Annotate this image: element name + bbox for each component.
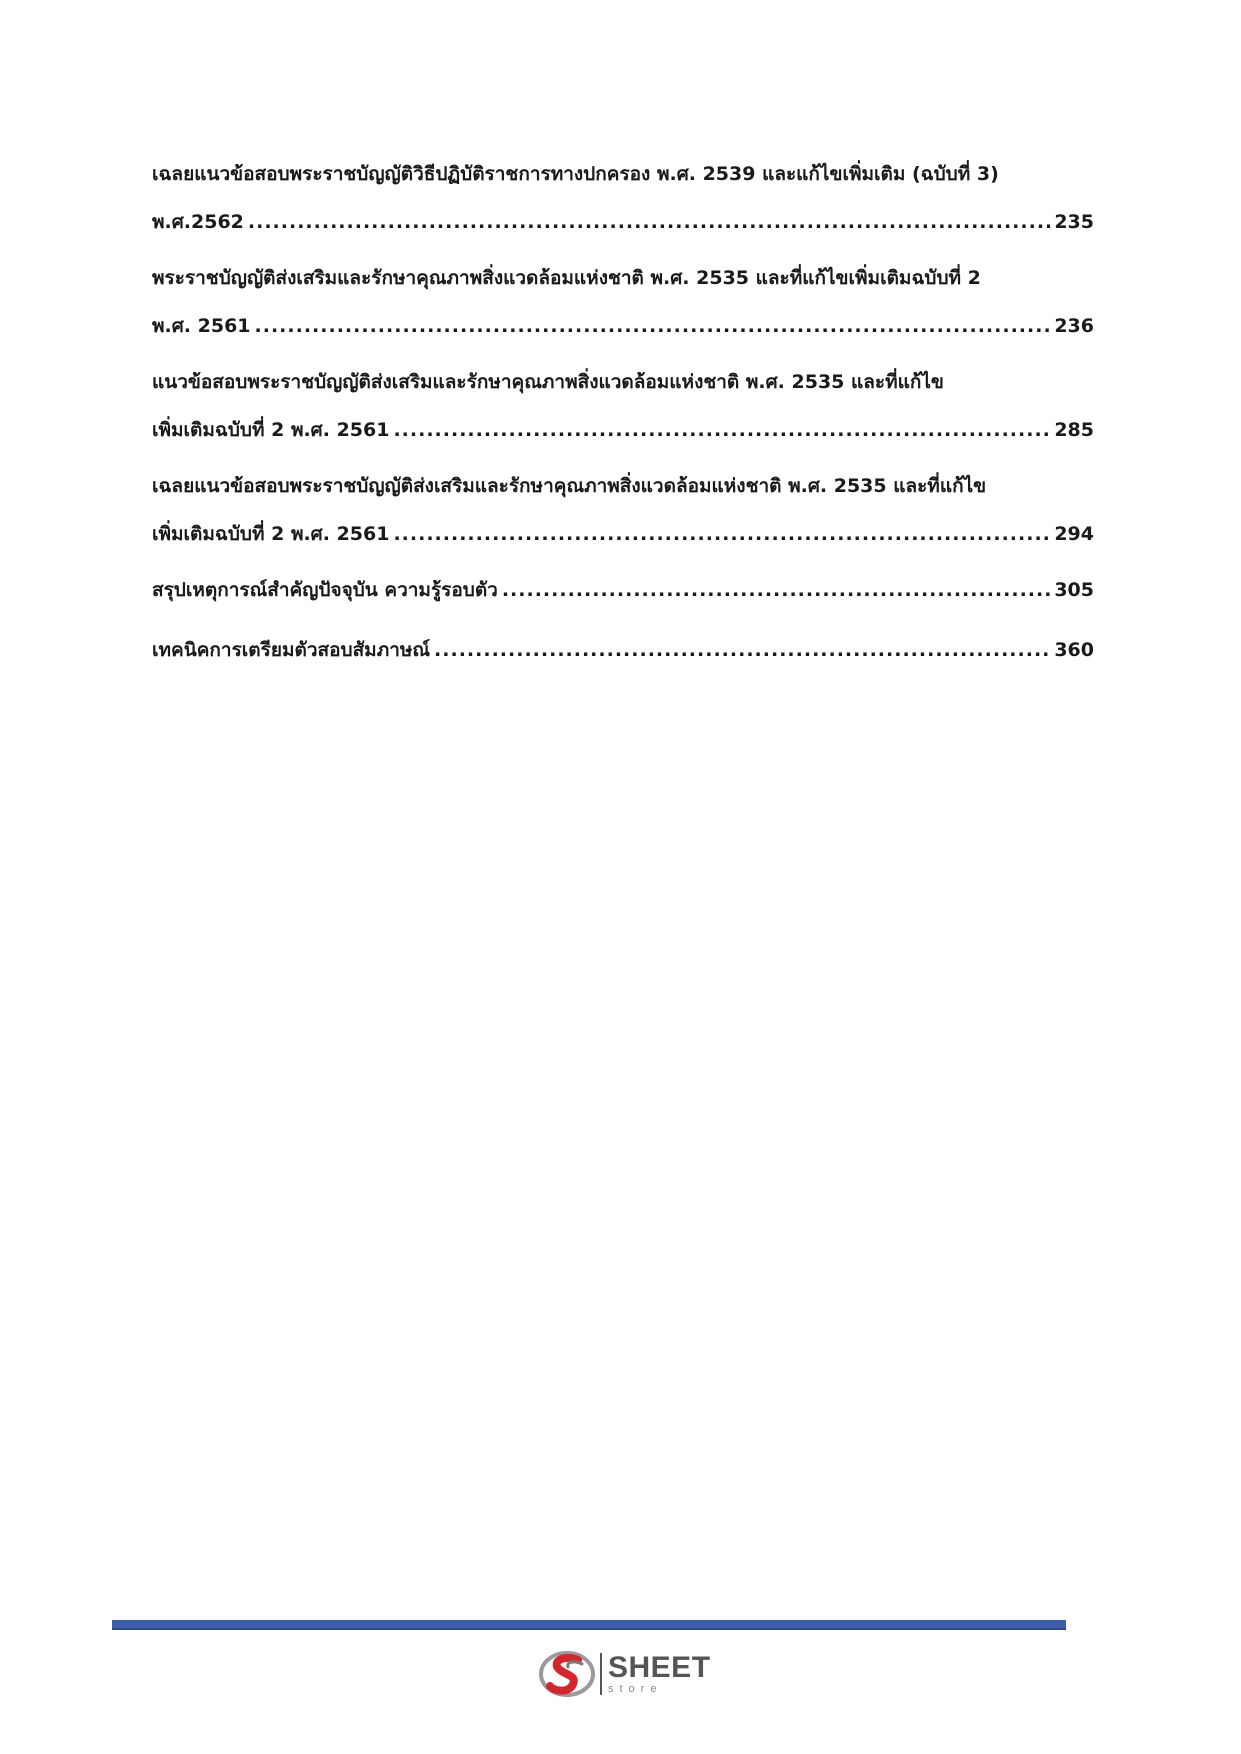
toc-entry-title: แนวข้อสอบพระราชบัญญัติส่งเสริมและรักษาคุณภาพสิ่งแวดล้อมแห่งชาติ พ.ศ. 2535 และที่แก้ไข <box>152 371 944 393</box>
toc-page-number: 235 <box>1054 211 1094 233</box>
toc-entry[interactable] <box>152 626 1094 674</box>
toc-entry-title-cont: เพิ่มเติมฉบับที่ 2 พ.ศ. 2561 <box>152 523 390 545</box>
dot-leader <box>502 566 1050 614</box>
toc-entry[interactable] <box>152 254 1094 350</box>
toc-page-number: 360 <box>1054 639 1094 661</box>
table-of-contents <box>152 150 1094 686</box>
dot-leader <box>255 302 1051 350</box>
sheet-store-logo <box>538 1648 711 1700</box>
logo-subtext: store <box>608 1683 663 1695</box>
toc-page-number: 294 <box>1054 523 1094 545</box>
toc-entry[interactable] <box>152 150 1094 246</box>
toc-entry-title: เฉลยแนวข้อสอบพระราชบัญญัติวิธีปฏิบัติราชการทางปกครอง พ.ศ. 2539 และแก้ไขเพิ่มเติม (ฉบับที่ 3) <box>152 163 999 185</box>
toc-entry-title: สรุปเหตุการณ์สำคัญปัจจุบัน ความรู้รอบตัว <box>152 579 498 601</box>
toc-entry[interactable] <box>152 462 1094 558</box>
logo-divider <box>600 1653 602 1695</box>
toc-entry[interactable] <box>152 566 1094 614</box>
toc-page-number: 236 <box>1054 315 1094 337</box>
toc-entry[interactable] <box>152 358 1094 454</box>
dot-leader <box>248 198 1050 246</box>
toc-page-number: 285 <box>1054 419 1094 441</box>
toc-entry-title: เฉลยแนวข้อสอบพระราชบัญญัติส่งเสริมและรักษาคุณภาพสิ่งแวดล้อมแห่งชาติ พ.ศ. 2535 และที่แก้ไข <box>152 475 987 497</box>
footer-rule <box>112 1620 1066 1630</box>
dot-leader <box>393 406 1050 454</box>
sheet-store-s-logo-icon <box>538 1648 596 1700</box>
toc-entry-title: เทคนิคการเตรียมตัวสอบสัมภาษณ์ <box>152 639 431 661</box>
dot-leader <box>393 510 1050 558</box>
toc-entry-title-cont: พ.ศ. 2561 <box>152 315 251 337</box>
toc-entry-title-cont: พ.ศ.2562 <box>152 211 244 233</box>
toc-page-number: 305 <box>1054 579 1094 601</box>
dot-leader <box>434 626 1050 674</box>
toc-entry-title: พระราชบัญญัติส่งเสริมและรักษาคุณภาพสิ่งแวดล้อมแห่งชาติ พ.ศ. 2535 และที่แก้ไขเพิ่มเติมฉบับที่ 2 <box>152 267 981 289</box>
toc-entry-title-cont: เพิ่มเติมฉบับที่ 2 พ.ศ. 2561 <box>152 419 390 441</box>
logo-wordmark: SHEET <box>608 1651 711 1684</box>
